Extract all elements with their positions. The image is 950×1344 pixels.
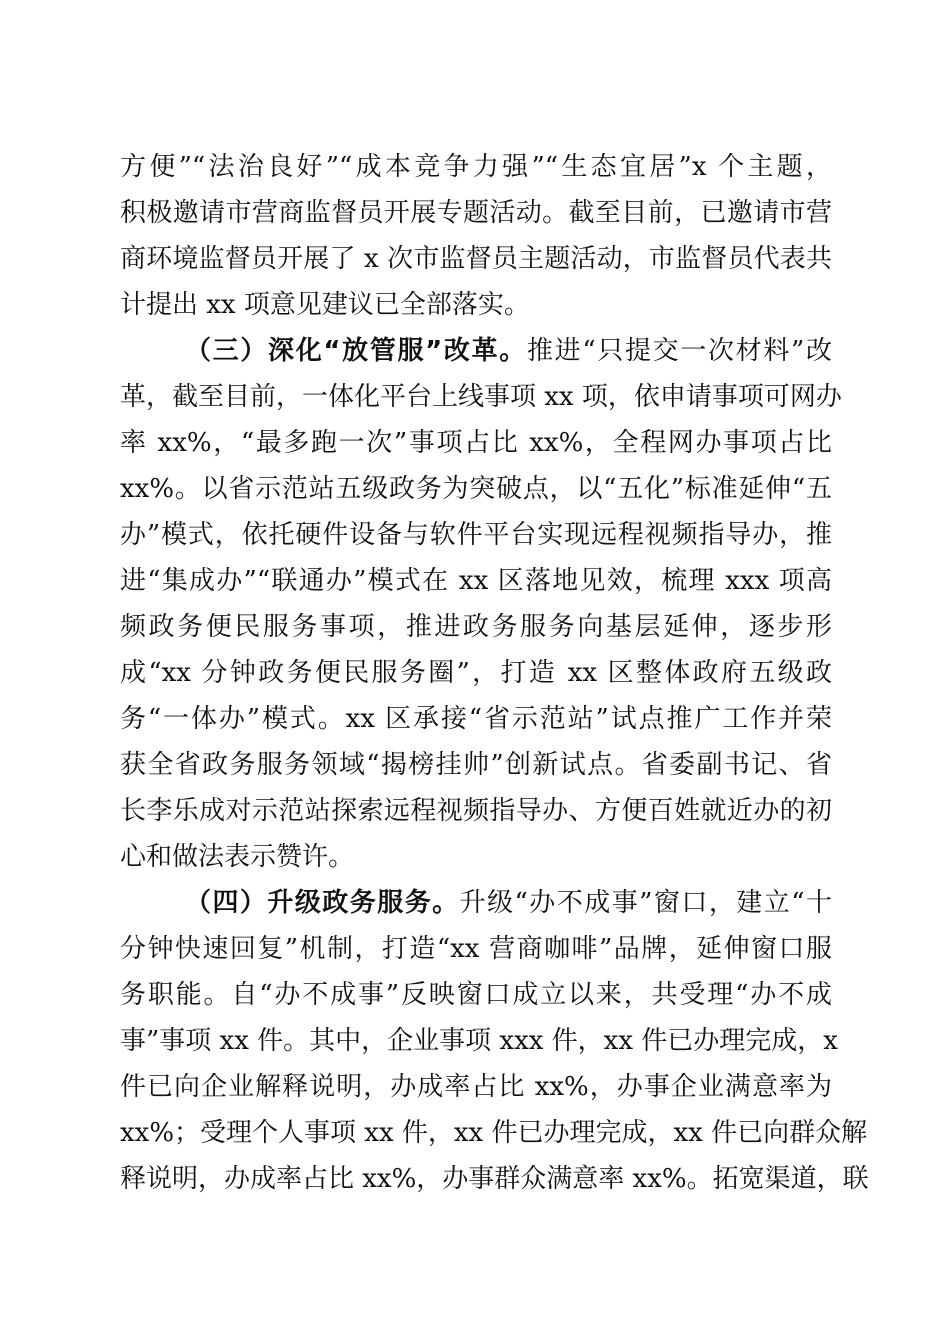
text-line: 频政务便民服务事项，推进政务服务向基层延伸，逐步形 (120, 612, 832, 642)
text-line: 分钟快速回复”机制，打造“xx 营商咖啡”品牌，延伸窗口服 (120, 934, 832, 964)
text-line: 率 xx%，“最多跑一次”事项占比 xx%，全程网办事项占比 (120, 428, 832, 458)
text-span: 推进“只提交一次材料”改 (526, 336, 832, 366)
section-heading: （四）升级政务服务。 (185, 888, 460, 918)
text-line: 成“xx 分钟政务便民服务圈”，打造 xx 区整体政府五级政 (120, 658, 832, 688)
text-line: 心和做法表示赞许。 (120, 842, 355, 872)
text-line: 务“一体办”模式。xx 区承接“省示范站”试点推广工作并荣 (120, 704, 832, 734)
text-line: xx%；受理个人事项 xx 件，xx 件已办理完成，xx 件已向群众解 (120, 1118, 868, 1148)
paragraph-first-line (185, 328, 832, 374)
text-line: 长李乐成对示范站探索远程视频指导办、方便百姓就近办的初 (120, 796, 832, 826)
text-line: 办”模式，依托硬件设备与软件平台实现远程视频指导办，推 (120, 520, 832, 550)
text-line: 件已向企业解释说明，办成率占比 xx%，办事企业满意率为 (120, 1072, 832, 1102)
text-line: 革，截至目前，一体化平台上线事项 xx 项，依申请事项可网办 (120, 382, 842, 412)
text-line: 事”事项 xx 件。其中，企业事项 xxx 件，xx 件已办理完成，x (120, 1026, 838, 1056)
section-heading: （三）深化“放管服”改革。 (185, 336, 527, 366)
text-line: 商环境监督员开展了 x 次市监督员主题活动，市监督员代表共 (120, 244, 832, 274)
text-line: 释说明，办成率占比 xx%，办事群众满意率 xx%。拓宽渠道，联 (120, 1164, 869, 1194)
paragraph-first-line (185, 880, 832, 926)
text-line: 积极邀请市营商监督员开展专题活动。截至目前，已邀请市营 (120, 198, 832, 228)
text-line: 进“集成办”“联通办”模式在 xx 区落地见效，梳理 xxx 项高 (120, 566, 832, 596)
text-line: 方便”“法治良好”“成本竞争力强”“生态宜居”x 个主题， (120, 152, 832, 182)
text-line: 计提出 xx 项意见建议已全部落实。 (120, 290, 530, 320)
text-line: 务职能。自“办不成事”反映窗口成立以来，共受理“办不成 (120, 980, 832, 1010)
text-line: 获全省政务服务领域“揭榜挂帅”创新试点。省委副书记、省 (120, 750, 832, 780)
text-line: xx%。以省示范站五级政务为突破点，以“五化”标准延伸“五 (120, 474, 832, 504)
text-span: 升级“办不成事”窗口，建立“十 (459, 888, 832, 918)
